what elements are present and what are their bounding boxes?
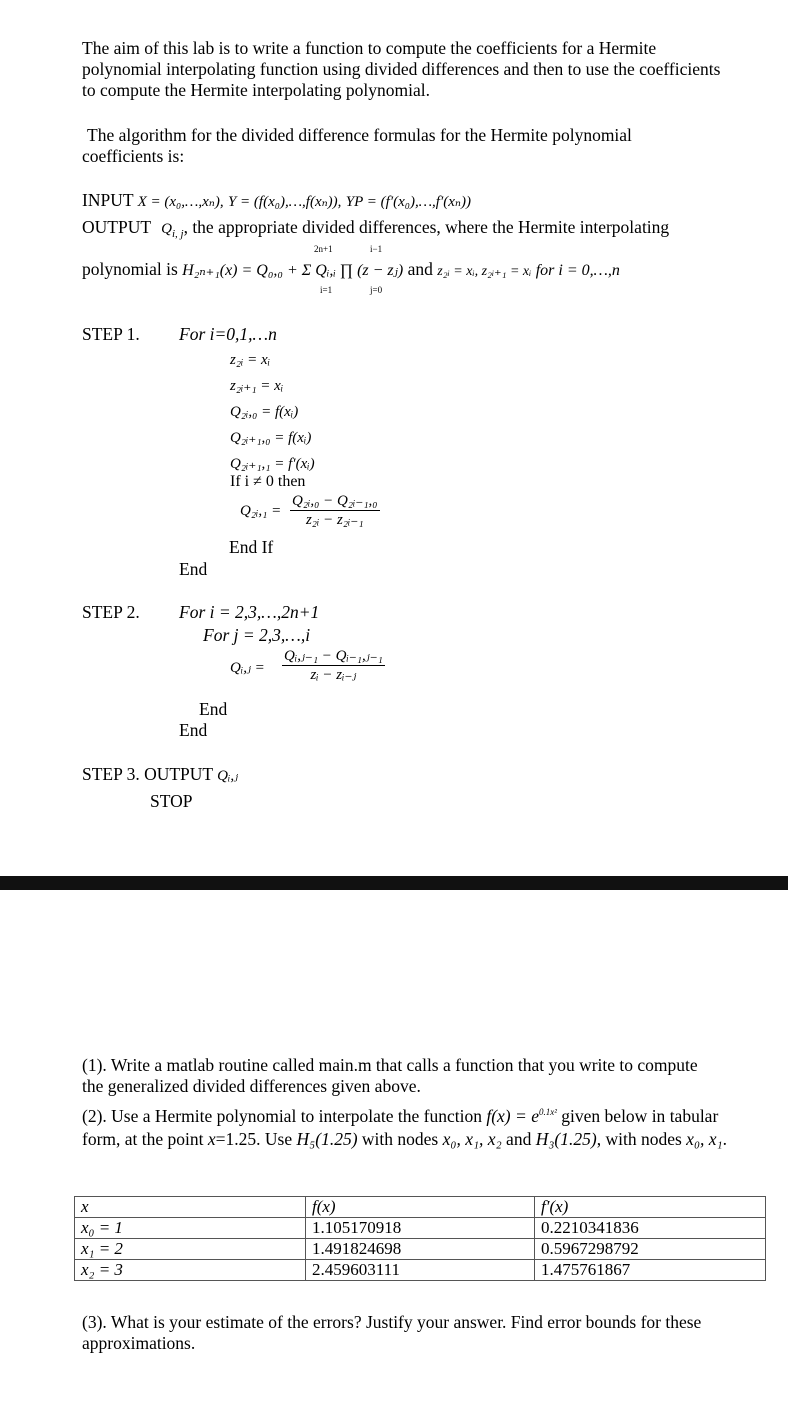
task2-x: x [207, 1128, 216, 1149]
input-line [82, 190, 471, 213]
cell-node: x₁ = 2 [75, 1239, 306, 1260]
sum-lower: i=1 [320, 285, 333, 295]
cell-fpx: 1.475761867 [535, 1260, 766, 1281]
step2-label: STEP 2. [82, 602, 140, 622]
task2-end: . [722, 1128, 727, 1149]
cell-fx: 1.105170918 [306, 1218, 535, 1239]
table-row [75, 1218, 766, 1239]
poly-prefix: polynomial is [82, 259, 178, 279]
step1-line: Q₂ᵢ,₀ = f(xᵢ) [230, 404, 299, 420]
step1-if: If i ≠ 0 then [230, 473, 306, 490]
task2-exp: 0.1x² [538, 1107, 557, 1117]
step1-for: For i=0,1,…n [179, 324, 277, 344]
task2-d: =1.25. Use [215, 1128, 293, 1149]
section-divider [0, 876, 788, 890]
z-definition: z₂ᵢ = xᵢ, z₂ᵢ₊₁ = xᵢ [437, 264, 532, 279]
step3-q: Qᵢ,ⱼ [217, 768, 239, 784]
input-yp: YP = (f′(x₀),…,f′(xₙ)) [345, 194, 471, 210]
task2-e: with nodes [361, 1128, 439, 1149]
step1-fraction [290, 493, 380, 529]
step2-end-inner: End [199, 699, 228, 719]
prod-upper: i−1 [370, 244, 383, 254]
task-2 [82, 1101, 732, 1151]
task2-b: given below in [561, 1105, 666, 1126]
for-range: for i = 0,…,n [535, 262, 620, 279]
task2-nodes3: x₀, x₁, x₂ [442, 1128, 502, 1149]
output-line [82, 217, 669, 245]
step2-fraction [282, 648, 385, 684]
cell-fpx: 0.2210341836 [535, 1218, 766, 1239]
output-q: Q [161, 221, 172, 237]
output-text: , the appropriate divided differences, where the Hermite interpolating [183, 217, 670, 237]
cell-node: x₂ = 3 [75, 1260, 306, 1281]
task-1: (1). Write a matlab routine called main.m that calls a function that you write to compute the generalized divided differences given above. [82, 1055, 698, 1096]
step3-label: STEP 3. OUTPUT [82, 764, 213, 784]
step3-stop: STOP [150, 791, 193, 811]
header-x: x [75, 1197, 306, 1218]
table-row [75, 1239, 766, 1260]
step1-label: STEP 1. [82, 324, 140, 344]
cell-fx: 1.491824698 [306, 1239, 535, 1260]
task2-and: and [506, 1128, 532, 1149]
task2-nodes2: x₀, x₁ [686, 1128, 723, 1149]
sum-upper: 2n+1 [314, 244, 333, 254]
cell-node: x₀ = 1 [75, 1218, 306, 1239]
step1-end: End [179, 559, 208, 579]
task2-with: , with [596, 1128, 637, 1149]
step2-frac-num: Qᵢ,ⱼ₋₁ − Qᵢ₋₁,ⱼ₋₁ [284, 648, 383, 664]
step3-line [82, 764, 238, 787]
step2-frac-den: zᵢ − zᵢ₋ⱼ [310, 667, 357, 683]
task2-h3: H₃(1.25) [535, 1128, 597, 1149]
step1-line: z₂ᵢ = xᵢ [230, 352, 271, 368]
header-fpx: f′(x) [535, 1197, 766, 1218]
task2-func: f(x) = e [486, 1105, 539, 1126]
step1-end-if: End If [229, 537, 274, 557]
step1-assignments [230, 347, 315, 477]
step1-line: z₂ᵢ₊₁ = xᵢ [230, 378, 284, 394]
output-q-sub: i, j [171, 228, 184, 240]
data-table [74, 1196, 766, 1281]
prod-lower: j=0 [370, 285, 383, 295]
table-row [75, 1260, 766, 1281]
task-3: (3). What is your estimate of the errors? Justify your answer. Find error bounds for these approximations. [82, 1312, 702, 1353]
task2-f: nodes [640, 1128, 682, 1149]
intro-paragraph: The aim of this lab is to write a function to compute the coefficients for a Hermite polynomial interpolating function using divided differences and then to use the coefficients to compute the Hermite interpolating polynomial. [82, 38, 721, 100]
input-x: X = (x₀,…,xₙ), [137, 194, 224, 210]
step2-for-i: For i = 2,3,…,2n+1 [179, 602, 320, 622]
table-header-row [75, 1197, 766, 1218]
step1-line: Q₂ᵢ₊₁,₁ = f′(xᵢ) [230, 456, 315, 472]
task2-a: (2). Use a Hermite polynomial to interpolate the function [82, 1105, 482, 1126]
polynomial-line [82, 259, 620, 282]
algorithm-intro: The algorithm for the divided difference formulas for the Hermite polynomial coefficients is: [82, 125, 632, 166]
step2-frac-lhs: Qᵢ,ⱼ = [230, 660, 265, 676]
cell-fpx: 0.5967298792 [535, 1239, 766, 1260]
input-label: INPUT [82, 190, 134, 210]
step1-frac-den: z₂ᵢ − z₂ᵢ₋₁ [305, 512, 364, 528]
cell-fx: 2.459603111 [306, 1260, 535, 1281]
task2-h5: H₅(1.25) [296, 1128, 358, 1149]
task2-c: tabular form, at the point [82, 1105, 719, 1149]
step2-end-outer: End [179, 720, 208, 740]
step2-for-j: For j = 2,3,…,i [203, 625, 311, 645]
step1-line: Q₂ᵢ₊₁,₀ = f(xᵢ) [230, 430, 312, 446]
step1-frac-num: Q₂ᵢ,₀ − Q₂ᵢ₋₁,₀ [292, 493, 378, 509]
step1-frac-lhs: Q₂ᵢ,₁ = [240, 503, 282, 519]
input-y: Y = (f(x₀),…,f(xₙ)), [227, 194, 342, 210]
and-word: and [407, 259, 433, 279]
output-label: OUTPUT [82, 217, 151, 237]
header-fx: f(x) [306, 1197, 535, 1218]
poly-formula: H₂ₙ₊₁(x) = Q₀,₀ + Σ Qᵢ,ᵢ ∏ (z − zⱼ) [182, 262, 404, 279]
